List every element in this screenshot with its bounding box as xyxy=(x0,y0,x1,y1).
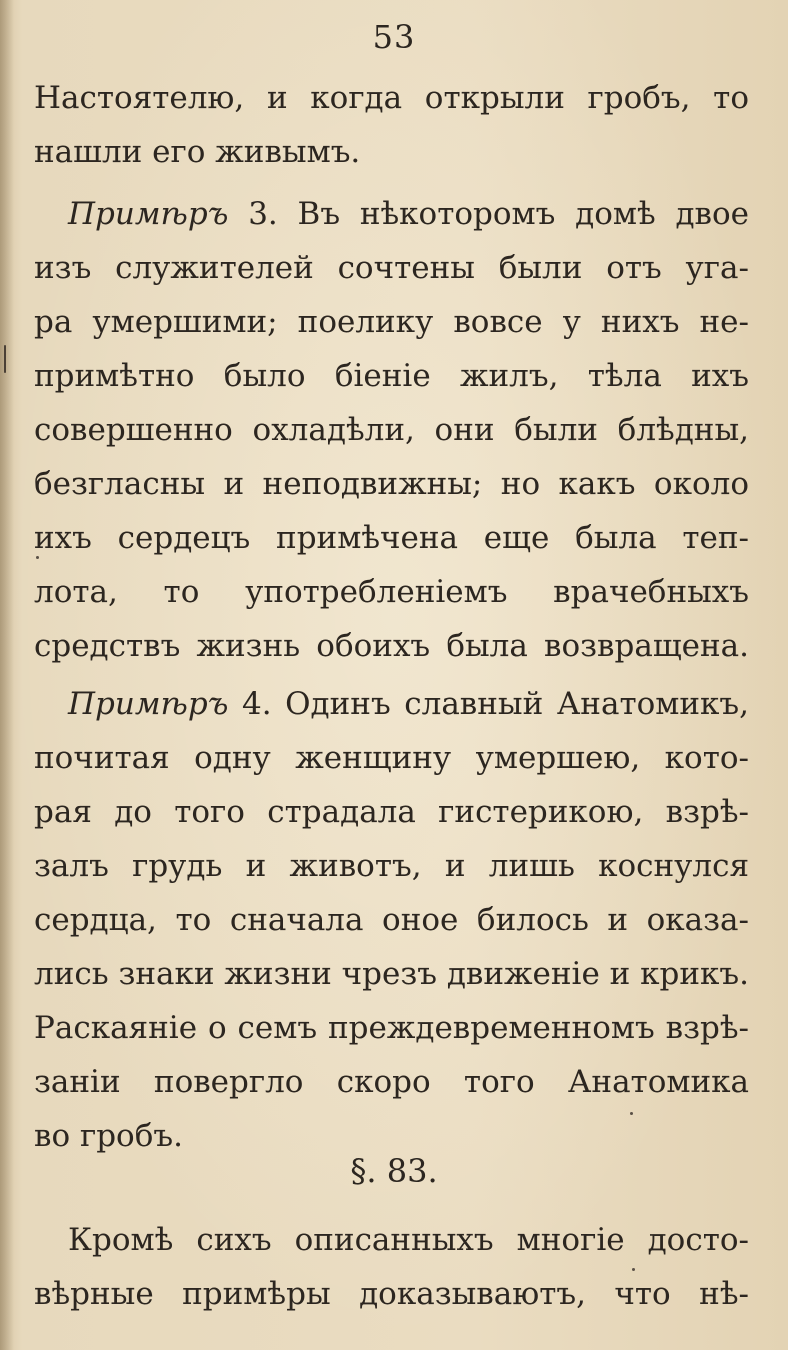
example-4-text: Одинъ славный Анатомикъ, xyxy=(285,686,749,722)
text-line-8: безгласны и неподвижны; но какъ около xyxy=(34,466,749,502)
page-number: 53 xyxy=(372,18,416,56)
text-line-11: средствъ жизнь обоихъ была возвращена. xyxy=(34,628,749,664)
text-line-10: лота, то употребленіемъ врачебныхъ xyxy=(34,574,749,610)
text-line-6: примѣтно было біеніе жилъ, тѣла ихъ xyxy=(34,358,749,394)
text-line-16: сердца, то сначала оное билось и оказа- xyxy=(34,902,749,938)
example-3-number: 3. xyxy=(248,196,278,232)
ink-speck xyxy=(36,556,39,559)
example-4-label: Примѣръ xyxy=(68,686,229,722)
binding-shadow xyxy=(0,0,14,1350)
text-line-15: залъ грудь и животъ, и лишь коснулся xyxy=(34,848,749,884)
section-heading: §. 83. xyxy=(350,1152,438,1190)
margin-mark xyxy=(4,345,6,373)
ink-speck xyxy=(632,1268,635,1271)
text-line-4: изъ служителей сочтены были отъ уга- xyxy=(34,250,749,286)
text-line-18: Раскаяніе о семъ преждевременномъ взрѣ- xyxy=(34,1010,749,1046)
example-3-line xyxy=(68,194,749,234)
text-line-17: лись знаки жизни чрезъ движеніе и крикъ. xyxy=(34,956,750,992)
example-3-label: Примѣръ xyxy=(68,196,229,232)
text-line-13: почитая одну женщину умершею, кото- xyxy=(34,740,749,776)
text-line-20: во гробъ. xyxy=(34,1118,183,1154)
closing-line-1: Кромѣ сихъ описанныхъ многіе досто- xyxy=(68,1222,749,1258)
text-line-9: ихъ сердецъ примѣчена еще была теп- xyxy=(34,520,749,556)
text-line-5: ра умершими; поелику вовсе у нихъ не- xyxy=(34,304,749,340)
closing-line-2: вѣрные примѣры доказываютъ, что нѣ- xyxy=(34,1276,749,1312)
text-line-19: заніи повергло скоро того Анатомика xyxy=(34,1064,749,1100)
text-line-1: Настоятелю, и когда открыли гробъ, то xyxy=(34,80,749,116)
example-4-line xyxy=(68,684,749,724)
ink-speck xyxy=(630,1112,633,1115)
text-line-14: рая до того страдала гистерикою, взрѣ- xyxy=(34,794,749,830)
text-line-7: совершенно охладѣли, они были блѣдны, xyxy=(34,412,749,448)
text-line-2: нашли его живымъ. xyxy=(34,134,361,170)
example-3-text: Въ нѣкоторомъ домѣ двое xyxy=(297,196,750,232)
example-4-number: 4. xyxy=(241,686,272,722)
